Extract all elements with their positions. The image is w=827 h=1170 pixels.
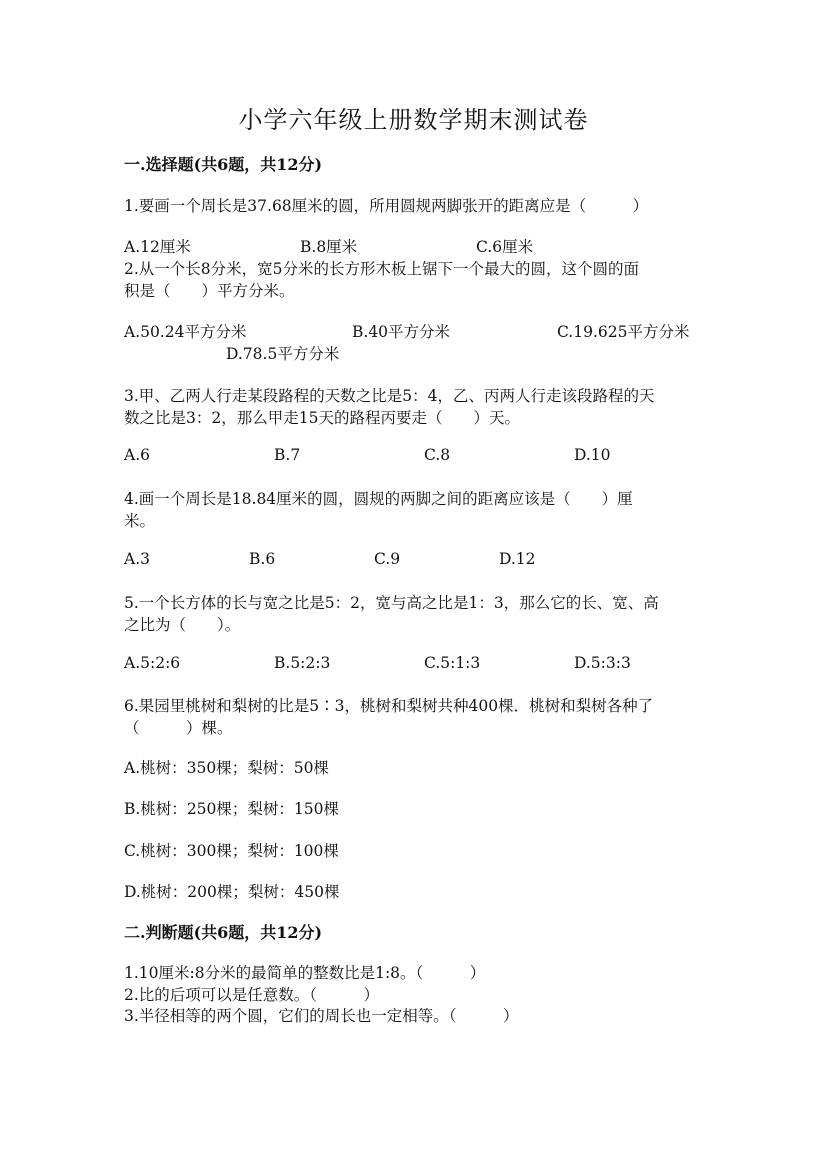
judgement-item-3: 3.半径相等的两个圆，它们的周长也一定相等。（ ） [124,1007,519,1025]
question-6-option-a: A.桃树：350棵；梨树：50棵 [124,759,329,777]
question-3-text-line1: 3.甲、乙两人行走某段路程的天数之比是5：4，乙、丙两人行走该段路程的天 [124,387,655,405]
question-4-option-a: A.3 [124,550,150,568]
section-heading-choice: 一.选择题(共6题，共12分) [124,155,323,174]
question-4-option-b: B.6 [249,550,276,568]
judgement-item-1: 1.10厘米:8分米的最简单的整数比是1:8。（ ） [124,964,486,982]
question-4-option-d: D.12 [499,550,536,568]
question-5-option-d: D.5:3:3 [574,654,631,672]
question-4-option-c: C.9 [374,550,401,568]
question-1-option-b: B.8厘米 [300,238,358,256]
section-heading-judgement: 二.判断题(共6题，共12分) [124,923,323,942]
question-3-option-a: A.6 [124,446,150,464]
question-3-option-d: D.10 [574,446,611,464]
question-2-option-c: C.19.625平方分米 [557,323,690,341]
question-5-text-line1: 5.一个长方体的长与宽之比是5：2，宽与高之比是1：3，那么它的长、宽、高 [124,594,659,612]
question-1-text: 1.要画一个周长是37.68厘米的圆，所用圆规两脚张开的距离应是（ ） [124,197,649,215]
question-6-option-b: B.桃树：250棵；梨树：150棵 [124,800,339,818]
question-6-option-d: D.桃树：200棵；梨树：450棵 [124,883,340,901]
question-2-option-d: D.78.5平方分米 [226,345,340,363]
question-3-text-line2: 数之比是3：2，那么甲走15天的路程丙要走（ ）天。 [124,409,520,427]
question-5-option-b: B.5:2:3 [274,654,331,672]
question-1-option-c: C.6厘米 [476,238,534,256]
question-5-option-a: A.5:2:6 [124,654,181,672]
question-2-text-line2: 积是（ ）平方分米。 [124,282,295,300]
question-2-text-line1: 2.从一个长8分米，宽5分米的长方形木板上锯下一个最大的圆，这个圆的面 [124,260,640,278]
judgement-item-2: 2.比的后项可以是任意数。（ ） [124,986,380,1004]
question-6-text-line2: （ ）棵。 [124,719,233,737]
question-6-text-line1: 6.果园里桃树和梨树的比是5∶3，桃树和梨树共种400棵．桃树和梨树各种了 [124,697,654,715]
question-5-option-c: C.5:1:3 [424,654,481,672]
question-3-option-b: B.7 [274,446,301,464]
question-4-text-line1: 4.画一个周长是18.84厘米的圆，圆规的两脚之间的距离应该是（ ）厘 [124,490,633,508]
question-2-option-b: B.40平方分米 [352,323,451,341]
page-title: 小学六年级上册数学期末测试卷 [238,106,589,134]
question-6-option-c: C.桃树：300棵；梨树：100棵 [124,842,339,860]
question-4-text-line2: 米。 [124,512,156,530]
question-2-option-a: A.50.24平方分米 [124,323,247,341]
question-3-option-c: C.8 [424,446,451,464]
question-1-option-a: A.12厘米 [124,238,191,256]
question-5-text-line2: 之比为（ ）。 [124,616,241,634]
